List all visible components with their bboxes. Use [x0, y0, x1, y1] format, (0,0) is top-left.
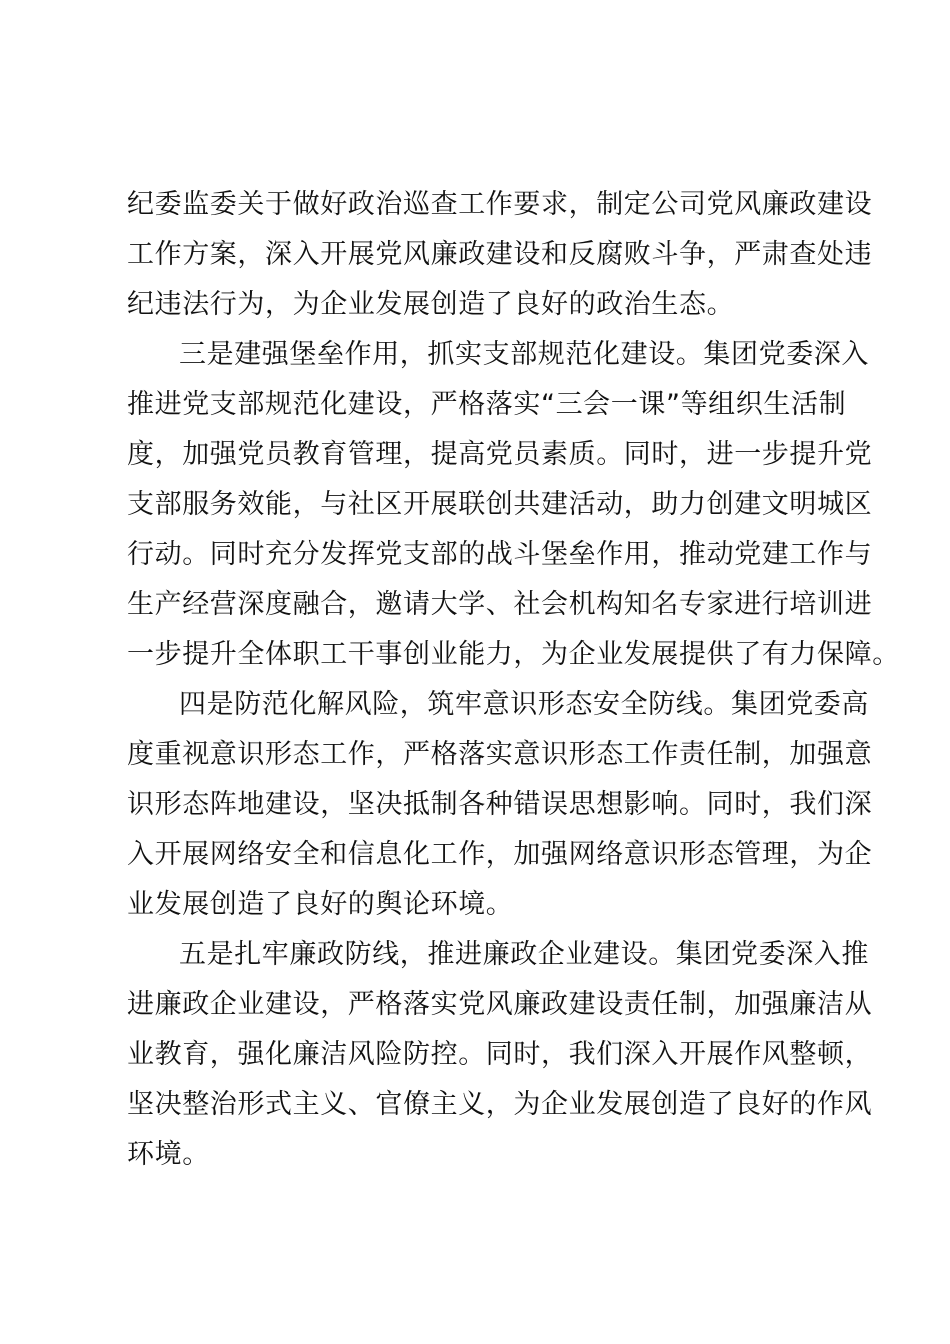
text-line: 业发展创造了良好的舆论环境。	[127, 889, 514, 920]
text-line: 纪违法行为，为企业发展创造了良好的政治生态。	[127, 289, 735, 320]
text-line: 纪委监委关于做好政治巡查工作要求，制定公司党风廉政建设	[127, 189, 873, 220]
text-line: 坚决整治形式主义、官僚主义，为企业发展创造了良好的作风	[127, 1089, 873, 1120]
text-line: 度，加强党员教育管理，提高党员素质。同时，进一步提升党	[127, 439, 873, 470]
text-line: 环境。	[127, 1139, 210, 1170]
text-line: 行动。同时充分发挥党支部的战斗堡垒作用，推动党建工作与	[127, 539, 873, 570]
document-body	[127, 180, 900, 1180]
text-line: 工作方案，深入开展党风廉政建设和反腐败斗争，严肃查处违	[127, 239, 873, 270]
text-line: 业教育，强化廉洁风险防控。同时，我们深入开展作风整顿，	[127, 1039, 873, 1070]
text-line: 入开展网络安全和信息化工作，加强网络意识形态管理，为企	[127, 839, 873, 870]
text-line: 识形态阵地建设，坚决抵制各种错误思想影响。同时，我们深	[127, 789, 873, 820]
text-line: 支部服务效能，与社区开展联创共建活动，助力创建文明城区	[127, 489, 873, 520]
text-line: 一步提升全体职工干事创业能力，为企业发展提供了有力保障。	[127, 639, 900, 670]
text-line: 进廉政企业建设，严格落实党风廉政建设责任制，加强廉洁从	[127, 989, 873, 1020]
text-line: 生产经营深度融合，邀请大学、社会机构知名专家进行培训进	[127, 589, 873, 620]
paragraph-start-line: 三是建强堡垒作用，抓实支部规范化建设。集团党委深入	[179, 339, 869, 370]
text-line: 推进党支部规范化建设，严格落实“三会一课”等组织生活制	[127, 389, 847, 420]
paragraph-start-line: 四是防范化解风险，筑牢意识形态安全防线。集团党委高	[179, 689, 869, 720]
text-line: 度重视意识形态工作，严格落实意识形态工作责任制，加强意	[127, 739, 873, 770]
paragraph-start-line: 五是扎牢廉政防线，推进廉政企业建设。集团党委深入推	[179, 939, 869, 970]
